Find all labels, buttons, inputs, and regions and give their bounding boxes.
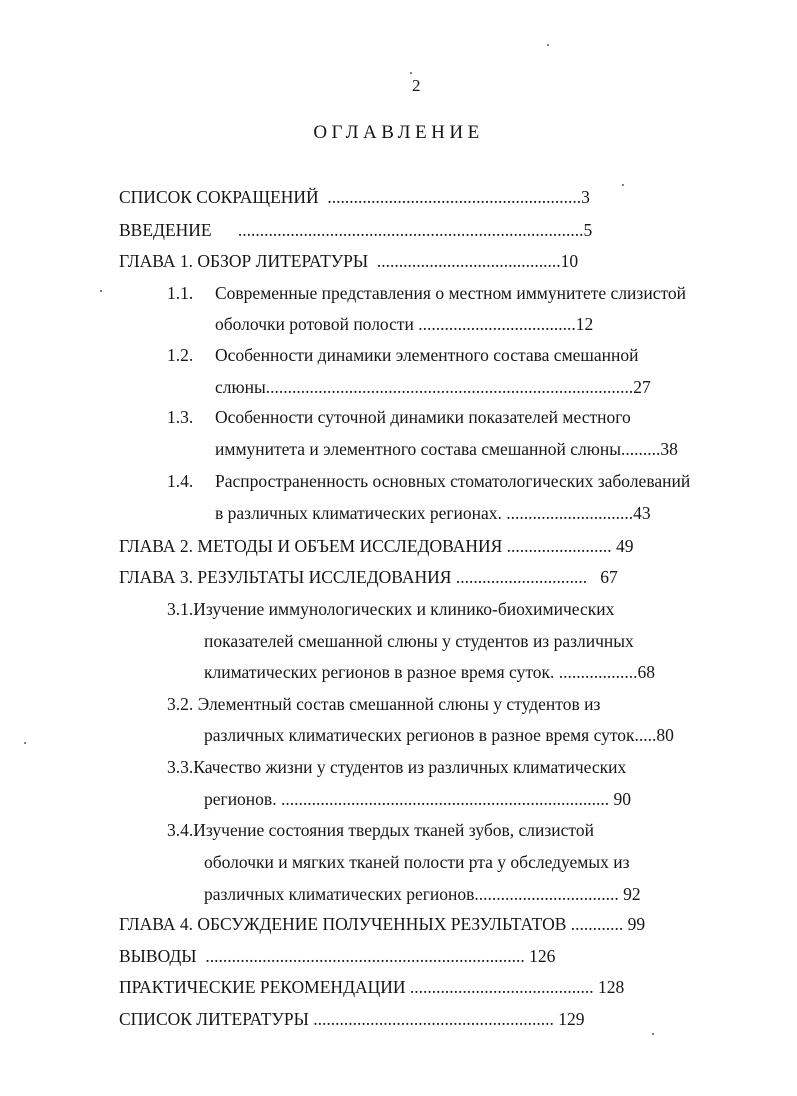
toc-entry-3-4-continuation: различных климатических регионов................................. 92 (204, 884, 641, 904)
toc-entry-1-3 (167, 406, 631, 428)
toc-entry-3-4-continuation: оболочки и мягких тканей полости рта у обследуемых из (204, 852, 630, 872)
toc-entry-chapter-2: ГЛАВА 2. МЕТОДЫ И ОБЪЕМ ИССЛЕДОВАНИЯ ........................ 49 (119, 536, 634, 556)
section-number: 1.4. (167, 471, 194, 491)
toc-entry-3-1-continuation: климатических регионов в разное время суток. ..................68 (204, 662, 655, 682)
toc-entry-references: СПИСОК ЛИТЕРАТУРЫ ....................................................... 129 (119, 1009, 585, 1029)
scan-speck (410, 72, 412, 74)
toc-entry-3-3-continuation: регионов. ........................................................................... 90 (204, 789, 631, 809)
toc-entry-chapter-4: ГЛАВА 4. ОБСУЖДЕНИЕ ПОЛУЧЕННЫХ РЕЗУЛЬТАТОВ ............ 99 (119, 914, 646, 934)
toc-entry-introduction: ВВЕДЕНИЕ ...............................................................................5 (119, 220, 593, 240)
toc-entry-1-4-continuation: в различных климатических регионах. .............................43 (215, 503, 651, 523)
section-title-line: Особенности динамики элементного состава смешанной (215, 345, 639, 365)
scan-speck (652, 1033, 654, 1035)
toc-entry-3-2: 3.2. Элементный состав смешанной слюны у студентов из (167, 694, 601, 714)
toc-entry-3-1-continuation: показателей смешанной слюны у студентов из различных (204, 631, 634, 651)
section-number: 1.2. (167, 345, 194, 365)
section-title-line: Современные представления о местном иммунитете слизистой (215, 283, 687, 303)
section-title-line: Распространенность основных стоматологических заболеваний (215, 471, 691, 491)
toc-entry-conclusions: ВЫВОДЫ ......................................................................... 126 (119, 946, 556, 966)
toc-entry-chapter-3: ГЛАВА 3. РЕЗУЛЬТАТЫ ИССЛЕДОВАНИЯ .............................. 67 (119, 567, 618, 587)
toc-entry-1-1-continuation: оболочки ротовой полости ....................................12 (215, 314, 594, 334)
toc-entry-practical-recommendations: ПРАКТИЧЕСКИЕ РЕКОМЕНДАЦИИ .......................................... 128 (119, 977, 625, 997)
section-number: 1.1. (167, 283, 194, 303)
toc-entry-3-3: 3.3.Качество жизни у студентов из различных климатических (167, 757, 627, 777)
scan-speck (24, 742, 26, 744)
toc-entry-1-3-continuation: иммунитета и элементного состава смешанной слюны.........38 (215, 439, 678, 459)
toc-entry-1-2 (167, 344, 639, 366)
toc-entry-abbreviations: СПИСОК СОКРАЩЕНИЙ ..........................................................3 (119, 187, 590, 207)
toc-entry-3-4: 3.4.Изучение состояния твердых тканей зубов, слизистой (167, 820, 594, 840)
page-title: ОГЛАВЛЕНИЕ (313, 122, 484, 143)
scan-speck (547, 44, 549, 46)
toc-entry-3-2-continuation: различных климатических регионов в разное время суток.....80 (204, 725, 674, 745)
toc-entry-1-4 (167, 470, 690, 492)
section-number: 1.3. (167, 407, 194, 427)
section-title-line: Особенности суточной динамики показателей местного (215, 407, 631, 427)
toc-entry-1-1 (167, 282, 686, 304)
scan-speck (622, 184, 624, 186)
toc-entry-1-2-continuation: слюны....................................................................................27 (215, 377, 651, 397)
toc-entry-3-1: 3.1.Изучение иммунологических и клинико-биохимических (167, 599, 615, 619)
toc-entry-chapter-1: ГЛАВА 1. ОБЗОР ЛИТЕРАТУРЫ ..........................................10 (119, 251, 579, 271)
scan-speck (100, 290, 102, 292)
page-number: 2 (412, 76, 421, 95)
